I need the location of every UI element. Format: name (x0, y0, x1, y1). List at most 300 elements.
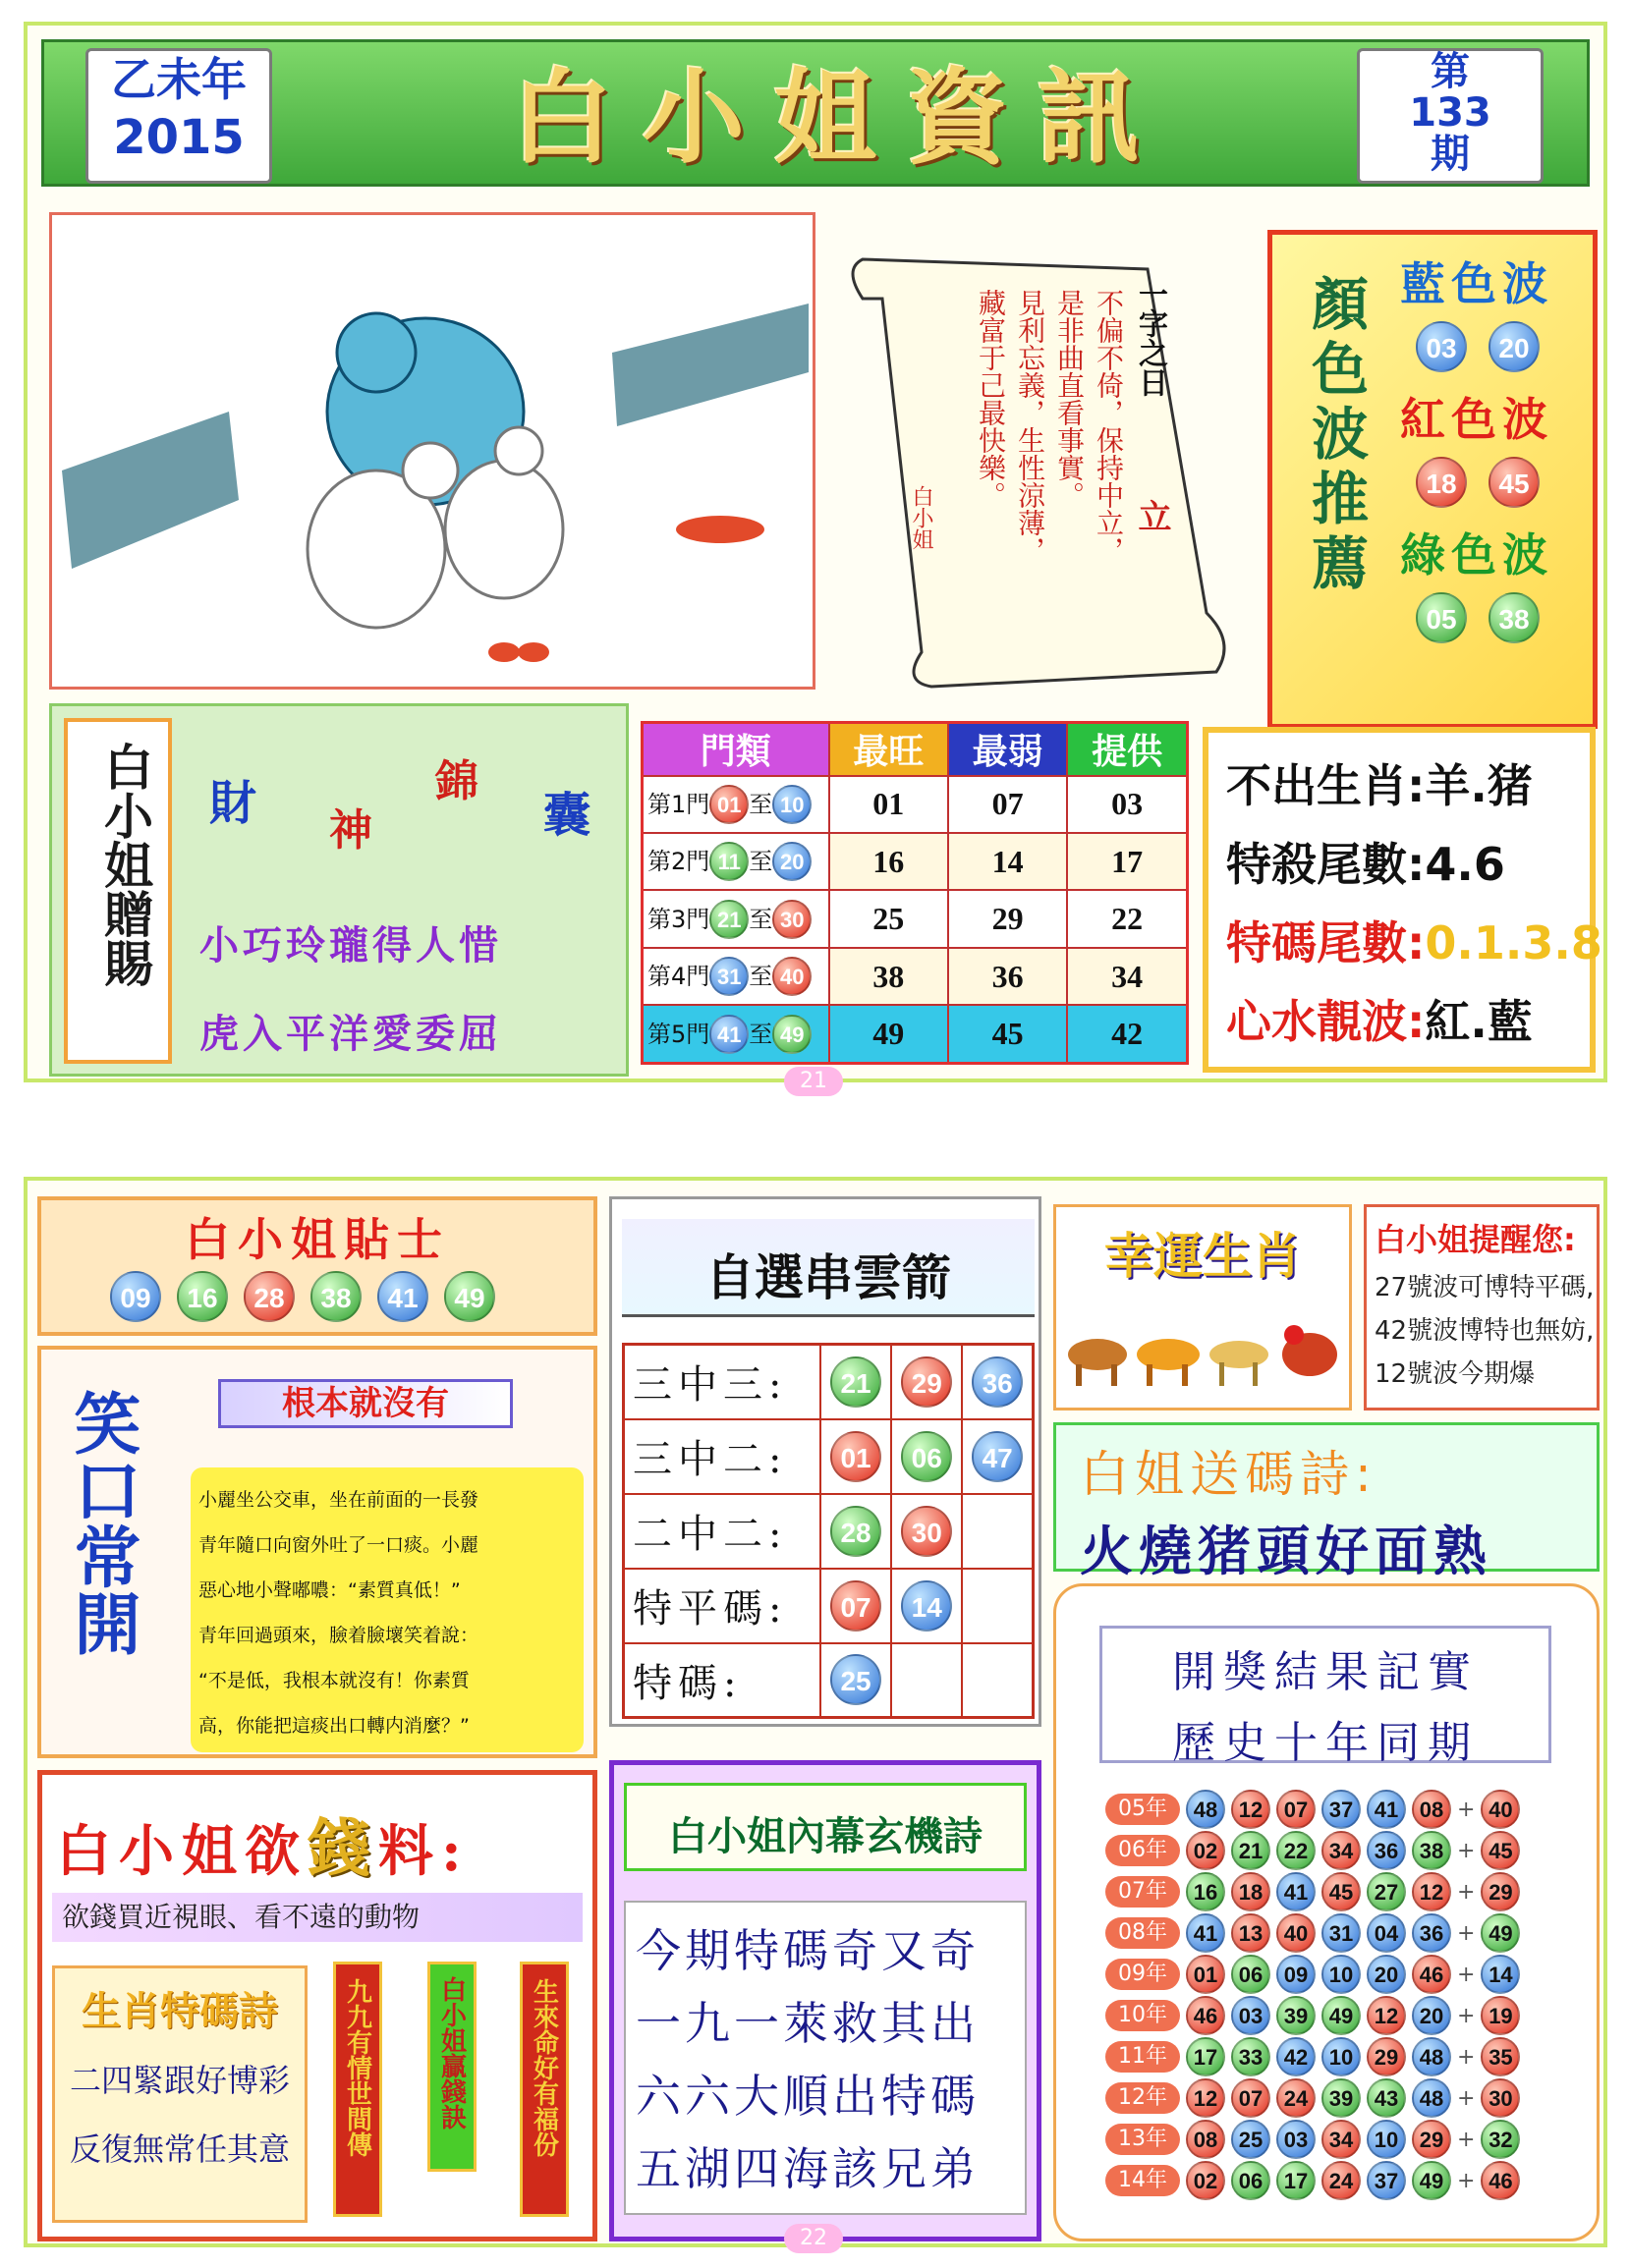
history-ball: 49 (1321, 1996, 1361, 2035)
door-from-ball: 01 (709, 785, 749, 824)
self-pick-label: 三中二: (624, 1419, 820, 1494)
tips-line-label: 特殺尾數: (1226, 838, 1426, 891)
history-row (1105, 2119, 1557, 2160)
history-ball: 41 (1367, 1790, 1406, 1829)
history-plus: + (1457, 1920, 1476, 1946)
self-pick-cell (820, 1494, 891, 1569)
door-from-ball: 21 (709, 900, 749, 939)
self-pick-label: 特平碼: (624, 1569, 820, 1643)
tips-line (1226, 747, 1590, 825)
gift-char-4: 囊 (543, 788, 591, 843)
self-pick-cell (891, 1345, 962, 1419)
history-ball: 10 (1321, 1955, 1361, 1994)
money-title-post: 料: (378, 1819, 470, 1884)
history-special-ball: 30 (1481, 2078, 1520, 2118)
door-value-cell: 42 (1067, 1005, 1187, 1063)
zodiac-poem-box (52, 1965, 308, 2223)
door-to-ball: 10 (772, 785, 812, 824)
joke-line: 惡心地小聲嘟噥：“素質真低！” (198, 1579, 461, 1601)
door-value-cell: 17 (1067, 833, 1187, 890)
door-value-cell: 16 (829, 833, 948, 890)
history-plus: + (1457, 2127, 1476, 2152)
reminder-title: 白小姐提醒您: (1375, 1221, 1576, 1258)
history-ball: 04 (1367, 1913, 1406, 1953)
joke-side-title: 笑口常開 (63, 1389, 141, 1656)
door-to-ball: 40 (772, 957, 812, 996)
poem-send-title: 白姐送碼詩: (1080, 1446, 1377, 1503)
self-pick-ball: 30 (901, 1506, 952, 1557)
history-special-ball: 40 (1481, 1790, 1520, 1829)
history-ball: 10 (1367, 2120, 1406, 2159)
self-pick-row (624, 1419, 1034, 1494)
tip-ball: 49 (444, 1271, 495, 1322)
history-rows (1105, 1789, 1557, 2201)
red-scroll-2 (520, 1962, 569, 2217)
history-ball: 02 (1186, 2161, 1225, 2200)
cartoon-illustration (49, 212, 815, 690)
history-special-ball: 45 (1481, 1831, 1520, 1870)
poem-send-line: 火燒猪頭好面熟 (1080, 1521, 1492, 1582)
door-table-row (643, 833, 1188, 890)
self-pick-ball: 29 (901, 1356, 952, 1408)
history-row (1105, 1830, 1557, 1871)
secret-poem-title-box (624, 1783, 1027, 1871)
door-label-cell (643, 1005, 829, 1063)
red-scroll-1-text: 九九有情世間傳 (342, 1978, 372, 2157)
history-ball: 07 (1231, 2078, 1270, 2118)
history-ball: 29 (1367, 2037, 1406, 2076)
gift-panel (49, 703, 629, 1077)
history-ball: 31 (1321, 1913, 1361, 1953)
history-ball: 24 (1276, 2078, 1316, 2118)
self-pick-cell (891, 1419, 962, 1494)
joke-panel (37, 1346, 597, 1758)
history-ball: 39 (1321, 2078, 1361, 2118)
history-ball: 24 (1321, 2161, 1361, 2200)
gift-char-3: 錦 (435, 756, 478, 806)
lucky-zodiac-panel (1053, 1204, 1352, 1411)
tip-ball: 38 (310, 1271, 362, 1322)
history-year: 13年 (1105, 2124, 1180, 2155)
horse-icon (1209, 1341, 1268, 1386)
history-row (1105, 1954, 1557, 1995)
tip-ball: 09 (110, 1271, 161, 1322)
secret-poem-title: 白小姐內幕玄機詩 (668, 1814, 983, 1859)
history-plus: + (1457, 1962, 1476, 1987)
history-ball: 42 (1276, 2037, 1316, 2076)
color-wave-groups (1400, 249, 1597, 643)
tips-line-label: 特碼尾數: (1226, 916, 1426, 969)
history-row (1105, 2077, 1557, 2119)
self-pick-cell (820, 1643, 891, 1718)
tips-line-value: 紅.藍 (1425, 995, 1533, 1048)
color-wave-panel (1267, 230, 1598, 729)
history-year: 07年 (1105, 1876, 1180, 1908)
history-ball: 02 (1186, 1831, 1225, 1870)
scroll-poem (823, 240, 1256, 691)
ox-icon (1068, 1339, 1127, 1386)
history-ball: 39 (1276, 1996, 1316, 2035)
door-table-header: 最旺 (829, 723, 948, 776)
history-ball: 46 (1186, 1996, 1225, 2035)
self-pick-cell (891, 1643, 962, 1718)
history-ball: 36 (1367, 1831, 1406, 1870)
self-pick-ball: 28 (830, 1506, 881, 1557)
history-ball: 16 (1186, 1872, 1225, 1911)
door-from-ball: 41 (709, 1015, 749, 1054)
joke-line: 小麗坐公交車，坐在前面的一長發 (198, 1489, 479, 1511)
door-value-cell: 29 (948, 890, 1067, 947)
door-to-word: 至 (749, 790, 773, 818)
issue-suffix: 期 (1431, 132, 1470, 177)
joke-banner: 根本就沒有 (218, 1379, 513, 1428)
issue-number: 133 (1409, 90, 1491, 136)
history-ball: 07 (1276, 1790, 1316, 1829)
bottom-page (24, 1177, 1607, 2250)
scroll-line-1: 不偏不倚，保持中立， (1093, 289, 1125, 564)
history-year: 08年 (1105, 1917, 1180, 1949)
door-value-cell: 34 (1067, 948, 1187, 1005)
history-plus: + (1457, 1797, 1476, 1822)
color-wave-label: 綠色波 (1400, 528, 1553, 581)
history-row (1105, 2160, 1557, 2201)
self-pick-panel (609, 1196, 1041, 1727)
issue-book (1357, 48, 1544, 184)
door-table-row (643, 776, 1188, 833)
history-ball: 09 (1276, 1955, 1316, 1994)
self-pick-cell (962, 1569, 1033, 1643)
year-label: 乙未年 (111, 53, 247, 106)
scroll-title: 一字之日 (1133, 279, 1167, 397)
gift-side-box (64, 718, 172, 1064)
history-ball: 20 (1412, 1996, 1451, 2035)
self-pick-cell (962, 1494, 1033, 1569)
color-wave-title: 顏色波推薦 (1302, 274, 1369, 598)
history-row (1105, 1912, 1557, 1954)
self-pick-ball: 07 (830, 1580, 881, 1632)
door-label: 第3門 (647, 905, 710, 933)
poem-send-panel (1053, 1422, 1600, 1582)
money-panel (37, 1770, 597, 2241)
door-value-cell: 22 (1067, 890, 1187, 947)
door-value-cell: 36 (948, 948, 1067, 1005)
history-ball: 12 (1412, 1872, 1451, 1911)
red-scroll-1 (333, 1962, 382, 2217)
history-special-ball: 32 (1481, 2120, 1520, 2159)
history-ball: 33 (1231, 2037, 1270, 2076)
door-table-header: 最弱 (948, 723, 1067, 776)
secret-poem-line: 今期特碼奇又奇 (636, 1924, 980, 1977)
history-year: 14年 (1105, 2165, 1180, 2196)
scroll-line-4: 藏富于己最快樂。 (975, 289, 1007, 509)
history-ball: 17 (1276, 2161, 1316, 2200)
header-banner (41, 39, 1590, 187)
secret-poem-line: 五湖四海該兄弟 (636, 2142, 980, 2195)
lucky-zodiac-animals (1062, 1315, 1347, 1394)
history-ball: 48 (1412, 2078, 1451, 2118)
page-number-bottom: 22 (784, 2224, 843, 2253)
history-title-2: 歷史十年同期 (1172, 1718, 1479, 1768)
history-plus: + (1457, 2168, 1476, 2193)
door-to-word: 至 (749, 848, 773, 876)
history-plus: + (1457, 2003, 1476, 2028)
self-pick-cell (891, 1494, 962, 1569)
history-plus: + (1457, 1838, 1476, 1863)
door-from-ball: 31 (709, 957, 749, 996)
door-table-header: 提供 (1067, 723, 1187, 776)
door-label: 第1門 (647, 790, 710, 818)
history-ball: 01 (1186, 1955, 1225, 1994)
history-ball: 13 (1231, 1913, 1270, 1953)
self-pick-cell (820, 1345, 891, 1419)
door-to-word: 至 (749, 1020, 773, 1048)
history-ball: 27 (1367, 1872, 1406, 1911)
joke-line: 高，你能把這痰出口轉内消麼？” (198, 1715, 470, 1737)
door-value-cell: 45 (948, 1005, 1067, 1063)
tips-line (1226, 825, 1590, 904)
gift-line-1: 小巧玲瓏得人惜 (199, 923, 502, 968)
secret-poem-line: 六六大順出特碼 (636, 2070, 980, 2123)
history-ball: 08 (1186, 2120, 1225, 2159)
red-scroll-2-text: 生來命好有福份 (529, 1978, 559, 2157)
history-year: 06年 (1105, 1835, 1180, 1866)
top-page (24, 22, 1607, 1093)
history-ball: 34 (1321, 1831, 1361, 1870)
history-title-1: 開獎結果記實 (1172, 1647, 1479, 1697)
self-pick-table (622, 1343, 1035, 1719)
door-to-ball: 49 (772, 1015, 812, 1054)
self-pick-row (624, 1569, 1034, 1643)
history-special-ball: 29 (1481, 1872, 1520, 1911)
color-wave-label: 藍色波 (1400, 257, 1553, 310)
history-ball: 38 (1412, 1831, 1451, 1870)
tips-lines (1226, 747, 1602, 1061)
history-ball: 37 (1367, 2161, 1406, 2200)
self-pick-cell (962, 1345, 1033, 1419)
color-wave-ball: 03 (1416, 321, 1467, 372)
self-pick-label: 特碼: (624, 1643, 820, 1718)
history-year: 09年 (1105, 1959, 1180, 1990)
reminder-line-3: 12號波今期爆 (1375, 1359, 1536, 1389)
history-ball: 25 (1231, 2120, 1270, 2159)
gift-char-1: 財 (209, 776, 257, 831)
money-riddle: 欲錢買近視眼、看不遠的動物 (52, 1893, 583, 1942)
history-ball: 43 (1367, 2078, 1406, 2118)
history-special-ball: 49 (1481, 1913, 1520, 1953)
gift-side-label: 白小姐贈賜 (96, 742, 154, 987)
self-pick-row (624, 1643, 1034, 1718)
self-pick-ball: 21 (830, 1356, 881, 1408)
self-pick-ball: 47 (972, 1431, 1023, 1482)
color-wave-balls (1416, 457, 1597, 508)
hens-illustration (52, 215, 813, 687)
color-wave-ball: 18 (1416, 457, 1467, 508)
history-ball: 12 (1231, 1790, 1270, 1829)
history-ball: 20 (1367, 1955, 1406, 1994)
door-value-cell: 07 (948, 776, 1067, 833)
tips-line-value: 0.1.3.8 (1425, 916, 1602, 969)
secret-poem-panel (609, 1760, 1041, 2241)
tips-line-value: 羊.猪 (1425, 759, 1533, 812)
money-title-pre: 白小姐欲 (56, 1819, 308, 1884)
year-book (85, 48, 272, 184)
self-pick-cell (820, 1569, 891, 1643)
history-ball: 21 (1231, 1831, 1270, 1870)
history-ball: 36 (1412, 1913, 1451, 1953)
self-pick-ball: 06 (901, 1431, 952, 1482)
page-title: 白小姐資訊 (510, 57, 1169, 178)
tips-bottom-panel (37, 1196, 597, 1336)
tip-ball: 41 (377, 1271, 428, 1322)
page-number-top: 21 (784, 1067, 843, 1096)
reminder-line-1: 27號波可博特平碼, (1375, 1273, 1595, 1302)
color-wave-ball: 20 (1489, 321, 1540, 372)
history-ball: 34 (1321, 2120, 1361, 2159)
history-ball: 45 (1321, 1872, 1361, 1911)
history-ball: 46 (1412, 1955, 1451, 1994)
zodiac-poem-line-2: 反復無常任其意 (69, 2130, 290, 2168)
door-to-ball: 30 (772, 900, 812, 939)
joke-line: “不是低，我根本就沒有！你素質 (198, 1670, 470, 1691)
color-wave-label: 紅色波 (1400, 393, 1553, 446)
color-wave-ball: 05 (1416, 592, 1467, 643)
door-table-panel (641, 721, 1189, 1065)
money-title-big: 錢 (308, 1812, 378, 1886)
self-pick-title-box (622, 1219, 1035, 1317)
history-ball: 18 (1231, 1872, 1270, 1911)
door-to-ball: 20 (772, 842, 812, 881)
year-number: 2015 (113, 110, 245, 165)
joke-line: 青年回過頭來，臉着臉壞笑着說： (198, 1625, 479, 1646)
history-special-ball: 14 (1481, 1955, 1520, 1994)
joke-text-box (191, 1467, 584, 1752)
scroll-line-2: 是非曲直看事實。 (1053, 289, 1086, 509)
door-table-row (643, 890, 1188, 947)
history-year: 05年 (1105, 1794, 1180, 1825)
history-ball: 10 (1321, 2037, 1361, 2076)
self-pick-cell (962, 1419, 1033, 1494)
history-ball: 12 (1367, 1996, 1406, 2035)
history-plus: + (1457, 1879, 1476, 1905)
door-value-cell: 14 (948, 833, 1067, 890)
joke-line: 青年隨口向窗外吐了一口痰。小麗 (198, 1534, 479, 1556)
history-row (1105, 1789, 1557, 1830)
history-ball: 12 (1186, 2078, 1225, 2118)
history-ball: 48 (1412, 2037, 1451, 2076)
gift-char-2: 神 (329, 805, 372, 856)
tips-line (1226, 904, 1602, 982)
issue-prefix: 第 (1431, 49, 1470, 94)
self-pick-label: 三中三: (624, 1345, 820, 1419)
history-special-ball: 35 (1481, 2037, 1520, 2076)
tips-bottom-title: 白小姐貼士 (185, 1213, 450, 1266)
self-pick-ball: 36 (972, 1356, 1023, 1408)
history-plus: + (1457, 2044, 1476, 2070)
money-title (56, 1798, 470, 1889)
scroll-line-3: 見利忘義，生性涼薄， (1014, 289, 1046, 564)
self-pick-row (624, 1345, 1034, 1419)
tip-ball: 16 (177, 1271, 228, 1322)
history-row (1105, 2036, 1557, 2077)
history-ball: 40 (1276, 1913, 1316, 1953)
color-wave-ball: 38 (1489, 592, 1540, 643)
history-ball: 41 (1276, 1872, 1316, 1911)
color-wave-balls (1416, 321, 1597, 372)
self-pick-ball: 01 (830, 1431, 881, 1482)
tips-line-label: 不出生肖: (1226, 759, 1426, 812)
self-pick-ball: 25 (830, 1654, 881, 1705)
history-ball: 48 (1186, 1790, 1225, 1829)
history-special-ball: 46 (1481, 2161, 1520, 2200)
door-value-cell: 03 (1067, 776, 1187, 833)
history-ball: 17 (1186, 2037, 1225, 2076)
door-label-cell (643, 890, 829, 947)
history-ball: 08 (1412, 1790, 1451, 1829)
history-title-box (1099, 1626, 1551, 1768)
door-value-cell: 01 (829, 776, 948, 833)
tips-panel (1203, 727, 1602, 1073)
history-ball: 03 (1231, 1996, 1270, 2035)
history-year: 10年 (1105, 2000, 1180, 2031)
self-pick-title: 自選串雲箭 (705, 1248, 951, 1306)
tips-bottom-balls (110, 1271, 542, 1322)
door-value-cell: 25 (829, 890, 948, 947)
lucky-zodiac-title: 幸運生肖 (1104, 1227, 1301, 1285)
self-pick-cell (820, 1419, 891, 1494)
history-ball: 37 (1321, 1790, 1361, 1829)
history-ball: 06 (1231, 2161, 1270, 2200)
history-ball: 06 (1231, 1955, 1270, 1994)
self-pick-ball: 14 (901, 1580, 952, 1632)
history-year: 11年 (1105, 2041, 1180, 2073)
tips-line (1226, 982, 1590, 1061)
green-scroll-text: 白小姐贏錢訣 (436, 1976, 467, 2130)
color-wave-balls (1416, 592, 1597, 643)
reminder-panel (1364, 1204, 1600, 1411)
self-pick-label: 二中二: (624, 1494, 820, 1569)
secret-poem-lines (624, 1901, 1027, 2215)
door-label-cell (643, 776, 829, 833)
tiger-icon (1137, 1339, 1200, 1386)
history-ball: 41 (1186, 1913, 1225, 1953)
history-row (1105, 1871, 1557, 1912)
door-label: 第4門 (647, 963, 710, 991)
scroll-signature: 白小姐 (909, 485, 933, 550)
scroll-title-char: 立 (1132, 499, 1171, 532)
green-scroll (427, 1962, 477, 2172)
door-to-word: 至 (749, 905, 773, 933)
door-label-cell (643, 833, 829, 890)
rooster-icon (1282, 1325, 1337, 1376)
history-ball: 22 (1276, 1831, 1316, 1870)
door-value-cell: 49 (829, 1005, 948, 1063)
zodiac-poem-line-1: 二四緊跟好博彩 (69, 2062, 290, 2099)
history-year: 12年 (1105, 2082, 1180, 2114)
history-ball: 49 (1412, 2161, 1451, 2200)
door-table (641, 721, 1189, 1065)
door-table-row (643, 1005, 1188, 1063)
tip-ball: 28 (244, 1271, 295, 1322)
door-table-row (643, 948, 1188, 1005)
door-value-cell: 38 (829, 948, 948, 1005)
history-panel (1053, 1583, 1600, 2241)
door-label: 第2門 (647, 848, 710, 876)
self-pick-cell (891, 1569, 962, 1643)
door-label-cell (643, 948, 829, 1005)
zodiac-poem-title: 生肖特碼詩 (82, 1989, 278, 2034)
history-ball: 29 (1412, 2120, 1451, 2159)
self-pick-cell (962, 1643, 1033, 1718)
